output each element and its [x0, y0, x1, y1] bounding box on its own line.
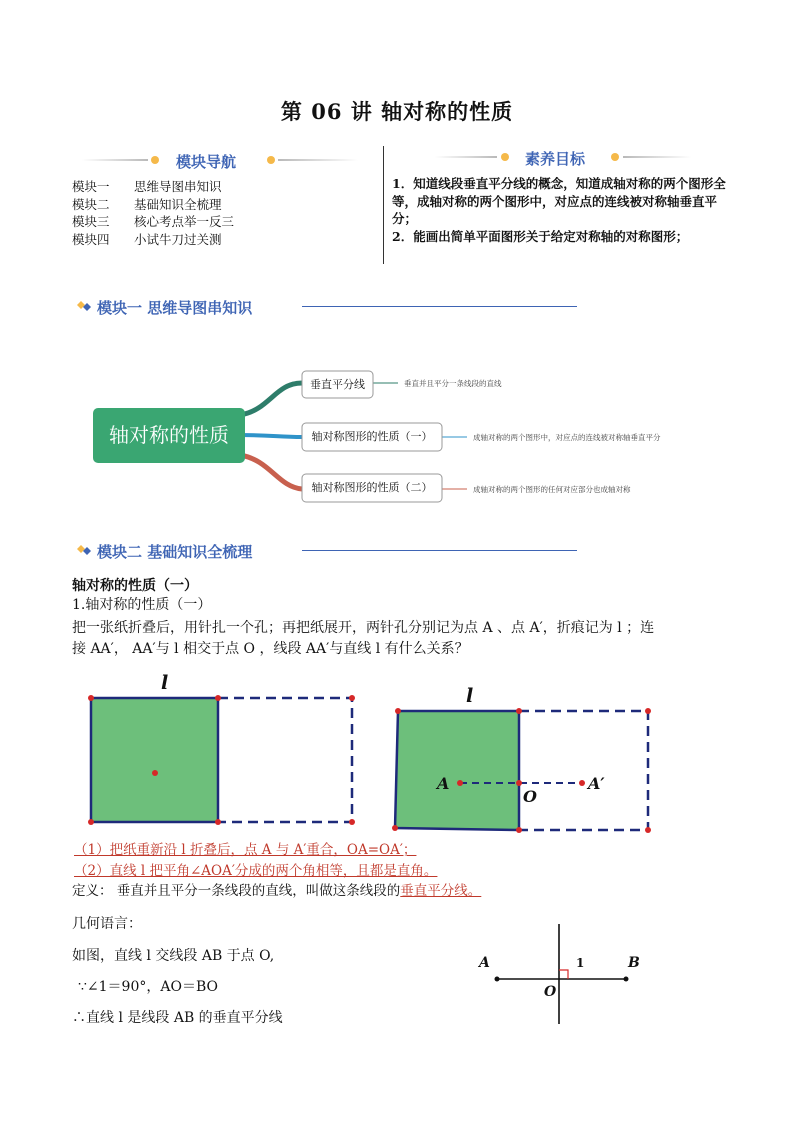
angle-label-1: 1 — [576, 956, 585, 970]
point-label-b: B — [628, 955, 640, 971]
goals-list — [392, 175, 732, 245]
module1-heading: 模块一 思维导图串知识 — [97, 299, 253, 317]
geo-line-1: 如图，直线 l 交线段 AB 于点 O, — [72, 948, 275, 964]
goals-heading: 素养目标 — [525, 150, 586, 168]
module2-heading: 模块二 基础知识全梳理 — [97, 543, 253, 561]
definition-term: 垂直平分线。 — [400, 883, 482, 899]
mindmap-note-2: 成轴对称的两个图形中，对应点的连线被对称轴垂直平分 — [473, 433, 661, 442]
diamond-icon — [76, 543, 94, 559]
point-label-a: A — [479, 955, 490, 971]
module1-rule — [302, 306, 577, 307]
geo-line-3: ∴直线 l 是线段 AB 的垂直平分线 — [72, 1010, 283, 1026]
definition: 定义： 垂直并且平分一条线段的直线，叫做这条线段的垂直平分线。 — [72, 883, 482, 899]
page-title: 第 06 讲 轴对称的性质 — [280, 99, 514, 124]
folding-figures — [0, 670, 794, 840]
answer-2: （2）直线 l 把平角∠AOA′分成的两个角相等，且都是直角。 — [74, 863, 438, 879]
point-label-o: O — [523, 787, 537, 806]
mindmap-branch-3: 轴对称图形的性质（二） — [311, 481, 433, 494]
geo-heading: 几何语言： — [72, 916, 142, 932]
module-nav-list — [72, 178, 234, 248]
sub-title: 1.轴对称的性质（一） — [72, 597, 212, 613]
mindmap-note-3: 成轴对称的两个图形的任何对应部分也成轴对称 — [473, 485, 631, 494]
answer-1: （1）把纸重新沿 l 折叠后，点 A 与 A′重合，OA=OA′； — [74, 842, 417, 858]
geo-line-2: ∵∠1＝90°，AO＝BO — [78, 979, 218, 995]
mindmap-branch-2: 轴对称图形的性质（一） — [311, 430, 433, 443]
perpendicular-bisector-figure — [480, 920, 660, 1030]
column-divider — [383, 146, 384, 264]
nav-row-4: 模块四 小试牛刀过关测 — [72, 231, 222, 247]
fold-label-l-right: l — [466, 685, 474, 707]
goal-item-1: 1．知道线段垂直平分线的概念，知道成轴对称的两个图形全等，成轴对称的两个图形中，对应点的连线被对称轴垂直平分； — [392, 176, 726, 226]
diamond-icon — [76, 299, 94, 315]
nav-row-1: 模块一 思维导图串知识 — [72, 179, 222, 194]
point-label-a-prime: A′ — [588, 774, 605, 793]
fold-label-l-left: l — [161, 672, 169, 694]
mindmap-note-1: 垂直并且平分一条线段的直线 — [404, 379, 502, 388]
paragraph-1: 把一张纸折叠后，用针扎一个孔；再把纸展开，两针孔分别记为点 A 、点 A′，折痕记为 l ；连 — [72, 620, 655, 636]
nav-row-2: 模块二 基础知识全梳理 — [72, 196, 222, 212]
nav-heading: 模块导航 — [176, 153, 237, 171]
nav-row-3: 模块三 核心考点举一反三 — [72, 214, 235, 229]
paragraph-2: 接 AA′， AA′与 l 相交于点 O ，线段 AA′与直线 l 有什么关系？ — [72, 641, 469, 657]
module2-rule — [302, 550, 577, 551]
point-label-a: A — [437, 774, 450, 793]
goal-item-2: 2．能画出简单平面图形关于给定对称轴的对称图形； — [392, 228, 689, 244]
mindmap-root-label: 轴对称的性质 — [109, 423, 229, 447]
section-title: 轴对称的性质（一） — [72, 578, 198, 594]
mindmap-branch-1: 垂直平分线 — [310, 378, 365, 391]
point-label-o: O — [544, 984, 557, 1000]
